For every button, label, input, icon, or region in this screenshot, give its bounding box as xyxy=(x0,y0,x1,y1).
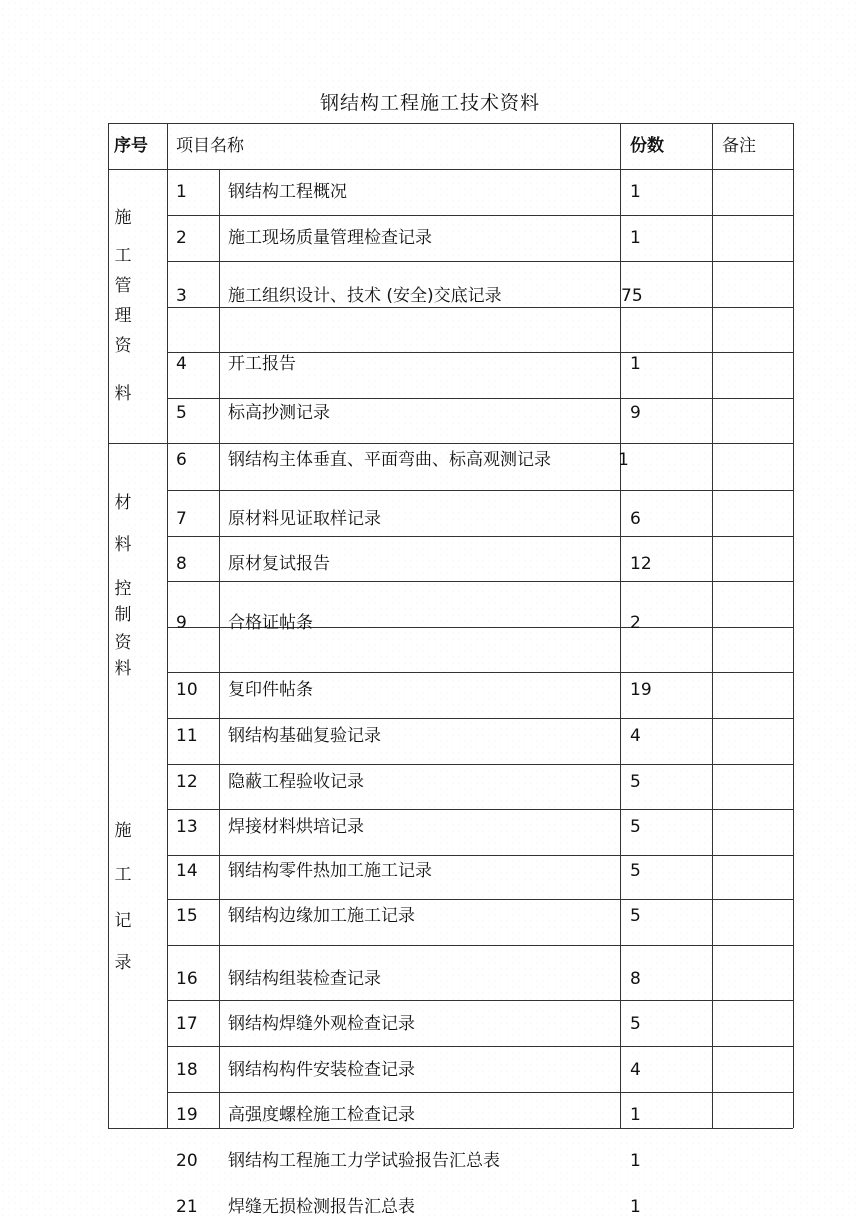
row-item-name: 钢结构工程施工力学试验报告汇总表 xyxy=(228,1151,500,1171)
table-rule xyxy=(712,123,713,1128)
row-number: 6 xyxy=(176,450,187,470)
row-number: 20 xyxy=(176,1151,198,1171)
section-label-material-control xyxy=(108,488,138,680)
row-copies: 5 xyxy=(630,817,641,837)
table-rule xyxy=(108,443,793,444)
row-item-name: 原材料见证取样记录 xyxy=(228,509,381,529)
row-copies: 1 xyxy=(630,354,641,374)
row-item-name: 钢结构工程概况 xyxy=(228,182,347,202)
row-number: 11 xyxy=(176,726,198,746)
row-item-name: 开工报告 xyxy=(228,354,296,374)
table-rule xyxy=(167,672,793,673)
section-char: 料 xyxy=(114,659,132,679)
table-rule xyxy=(167,899,793,900)
row-item-name: 钢结构组装检查记录 xyxy=(228,969,381,989)
row-copies: 5 xyxy=(630,1014,641,1034)
row-number: 13 xyxy=(176,817,198,837)
section-char: 理 xyxy=(114,306,132,326)
table-rule xyxy=(167,352,793,353)
row-number: 4 xyxy=(176,354,187,374)
table-rule xyxy=(167,855,793,856)
table-rule xyxy=(167,764,793,765)
row-number: 2 xyxy=(176,228,187,248)
table-rule xyxy=(620,123,621,1128)
row-number: 5 xyxy=(176,403,187,423)
row-number: 21 xyxy=(176,1197,198,1217)
table-rule xyxy=(167,123,168,1128)
table-rule xyxy=(108,1128,793,1129)
row-copies: 1 xyxy=(618,450,629,470)
row-number: 16 xyxy=(176,969,198,989)
header-name: 项目名称 xyxy=(176,136,244,156)
section-char: 录 xyxy=(114,953,132,973)
row-item-name: 钢结构主体垂直、平面弯曲、标高观测记录 xyxy=(228,450,551,470)
row-copies: 6 xyxy=(630,509,641,529)
row-item-name: 隐蔽工程验收记录 xyxy=(228,772,364,792)
row-copies: 1 xyxy=(630,182,641,202)
header-copies: 份数 xyxy=(630,136,664,156)
row-copies: 12 xyxy=(630,554,652,574)
table-rule xyxy=(108,123,793,124)
row-item-name: 施工现场质量管理检查记录 xyxy=(228,228,432,248)
row-item-name: 钢结构焊缝外观检查记录 xyxy=(228,1014,415,1034)
row-number: 3 xyxy=(176,286,187,306)
row-copies: 2 xyxy=(630,613,641,633)
table-rule xyxy=(167,1046,793,1047)
table-rule xyxy=(167,398,793,399)
row-copies: 4 xyxy=(630,726,641,746)
row-number: 10 xyxy=(176,680,198,700)
row-item-name: 焊接材料烘培记录 xyxy=(228,817,364,837)
row-copies: 9 xyxy=(630,403,641,423)
row-item-name: 标高抄测记录 xyxy=(228,403,330,423)
row-number: 1 xyxy=(176,182,187,202)
row-number: 15 xyxy=(176,906,198,926)
table-rule xyxy=(108,169,793,170)
row-item-name: 原材复试报告 xyxy=(228,554,330,574)
document-title: 钢结构工程施工技术资料 xyxy=(319,92,540,114)
table-rule xyxy=(167,945,793,946)
table-rule xyxy=(167,581,793,582)
row-item-name: 复印件帖条 xyxy=(228,680,313,700)
table-rule xyxy=(167,1092,793,1093)
table-rule xyxy=(167,307,793,308)
header-seq: 序号 xyxy=(114,136,148,156)
section-char: 工 xyxy=(114,865,132,885)
section-char: 施 xyxy=(114,821,132,841)
row-copies: 75 xyxy=(621,286,643,306)
row-item-name: 合格证帖条 xyxy=(228,613,313,633)
row-copies: 5 xyxy=(630,861,641,881)
section-label-construction-records xyxy=(108,816,138,978)
row-item-name: 焊缝无损检测报告汇总表 xyxy=(228,1197,415,1217)
row-copies: 5 xyxy=(630,772,641,792)
table-rule xyxy=(167,809,793,810)
row-number: 8 xyxy=(176,554,187,574)
row-number: 18 xyxy=(176,1060,198,1080)
section-char: 资 xyxy=(114,336,132,356)
header-remarks: 备注 xyxy=(722,136,756,156)
row-item-name: 高强度螺栓施工检查记录 xyxy=(228,1105,415,1125)
row-item-name: 钢结构构件安装检查记录 xyxy=(228,1060,415,1080)
row-copies: 19 xyxy=(630,680,652,700)
row-copies: 5 xyxy=(630,906,641,926)
row-copies: 1 xyxy=(630,228,641,248)
table-rule xyxy=(167,718,793,719)
section-char: 施 xyxy=(114,208,132,228)
section-char: 控 xyxy=(114,579,132,599)
row-number: 17 xyxy=(176,1014,198,1034)
row-item-name: 钢结构边缘加工施工记录 xyxy=(228,906,415,926)
table-rule xyxy=(167,536,793,537)
row-number: 14 xyxy=(176,861,198,881)
row-number: 12 xyxy=(176,772,198,792)
row-item-name: 钢结构零件热加工施工记录 xyxy=(228,861,432,881)
section-label-construction-management xyxy=(108,203,138,409)
row-number: 7 xyxy=(176,509,187,529)
section-char: 制 xyxy=(114,605,132,625)
table-rule xyxy=(167,215,793,216)
row-copies: 8 xyxy=(630,969,641,989)
section-char: 记 xyxy=(114,911,132,931)
row-number: 9 xyxy=(176,613,187,633)
row-copies: 4 xyxy=(630,1060,641,1080)
section-char: 材 xyxy=(114,493,132,513)
section-char: 资 xyxy=(114,633,132,653)
row-copies: 1 xyxy=(630,1197,641,1217)
table-rule xyxy=(167,490,793,491)
table-rule xyxy=(219,169,220,1128)
section-char: 工 xyxy=(114,246,132,266)
row-item-name: 钢结构基础复验记录 xyxy=(228,726,381,746)
row-copies: 1 xyxy=(630,1105,641,1125)
row-copies: 1 xyxy=(630,1151,641,1171)
section-char: 料 xyxy=(114,535,132,555)
row-item-name: 施工组织设计、技术 (安全)交底记录 xyxy=(228,286,502,306)
row-number: 19 xyxy=(176,1105,198,1125)
table-rule xyxy=(167,1000,793,1001)
table-rule xyxy=(793,123,794,1128)
section-char: 料 xyxy=(114,384,132,404)
table-rule xyxy=(167,261,793,262)
section-char: 管 xyxy=(114,276,132,296)
